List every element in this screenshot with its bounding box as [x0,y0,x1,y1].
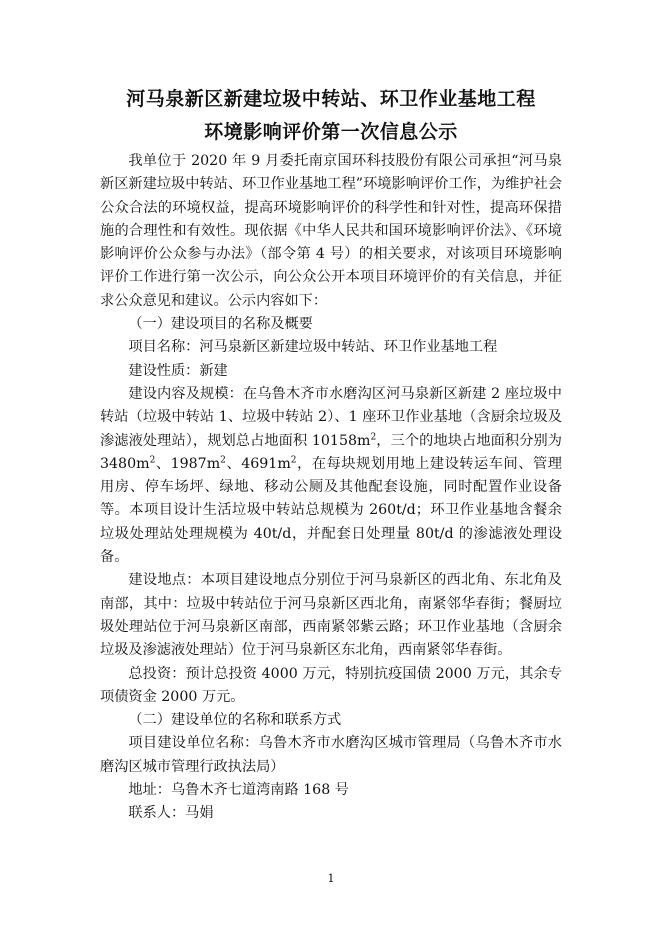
superscript-2: 2 [220,455,226,466]
intro-paragraph: 我单位于 2020 年 9 月委托南京国环科技股份有限公司承担“河马泉新区新建垃圾中转站、环卫作业基地工程”环境影响评价工作，为维护社会公众合法的环境权益，提高环境影响评价的科学性和针对性，提高环保措施的合理性和有效性。现依据《中华人民共和国环境影响评价法》、《环境影响评价公众参与办法》（部令第 4 号）的相关要求，对该项目环境影响评价工作进行第一次公示，向公众公开本项目环境评价的有关信息，并征求公众意见和建议。公示内容如下： [100,153,562,309]
document-body [100,150,562,826]
scale-text-5: ，在每块规划用地上建设转运车间、管理用房、停车场坪、绿地、移动公厕及其他配套设施，同时配置作业设备等。本项目设计生活垃圾中转站总规模为 260t/d；环卫作业基地含餐余垃圾处理站处理规模为 40t/d，并配套日处理量 80t/d 的渗滤液处理设备。 [100,455,562,566]
location-paragraph: 建设地点：本项目建设地点分别位于河马泉新区的西北角、东北角及南部，其中：垃圾中转站位于河马泉新区西北角，南紧邻华春街；餐厨垃圾处理站位于河马泉新区南部，西南紧邻紫云路；环卫作业基地（含厨余垃圾及渗滤液处理站）位于河马泉新区东北角，西南紧邻华春街。 [100,572,562,659]
investment-paragraph: 总投资：预计总投资 4000 万元，特别抗疫国债 2000 万元，其余专项债资金 2000 万元。 [100,665,562,705]
scale-text-1: 建设内容及规模：在乌鲁木齐市水磨沟区河马泉新区新建 2 座垃圾中转站（垃圾中转站 1、垃圾中转站 2）、1 座环卫作业基地（含厨余垃圾及渗滤液处理站），规划总占地面积 10158m [100,385,562,449]
scale-text-3: 、1987m [155,455,221,472]
scale-paragraph [100,383,562,569]
document-subtitle: 环境影响评价第一次信息公示 [204,121,458,143]
scale-text-4: 、4691m [225,455,291,472]
superscript-2: 2 [149,455,156,466]
scale-text-2: ，三个的地块占地面积分别为 3480m [100,432,562,472]
superscript-2: 2 [290,455,297,466]
superscript-2: 2 [370,431,377,442]
project-nature: 建设性质：新建 [128,362,228,379]
section1-heading: （一）建设项目的名称及概要 [128,316,313,333]
address: 地址：乌鲁木齐七道湾南路 168 号 [128,782,349,799]
section2-heading: （二）建设单位的名称和联系方式 [128,712,342,729]
contact-person: 联系人：马娟 [128,805,214,822]
document-title: 河马泉新区新建垃圾中转站、环卫作业基地工程 [126,88,536,110]
project-name: 项目名称：河马泉新区新建垃圾中转站、环卫作业基地工程 [128,339,498,356]
unit-name: 项目建设单位名称：乌鲁木齐市水磨沟区城市管理局（乌鲁木齐市水磨沟区城市管理行政执法局） [100,735,562,775]
page-number: 1 [327,872,335,885]
